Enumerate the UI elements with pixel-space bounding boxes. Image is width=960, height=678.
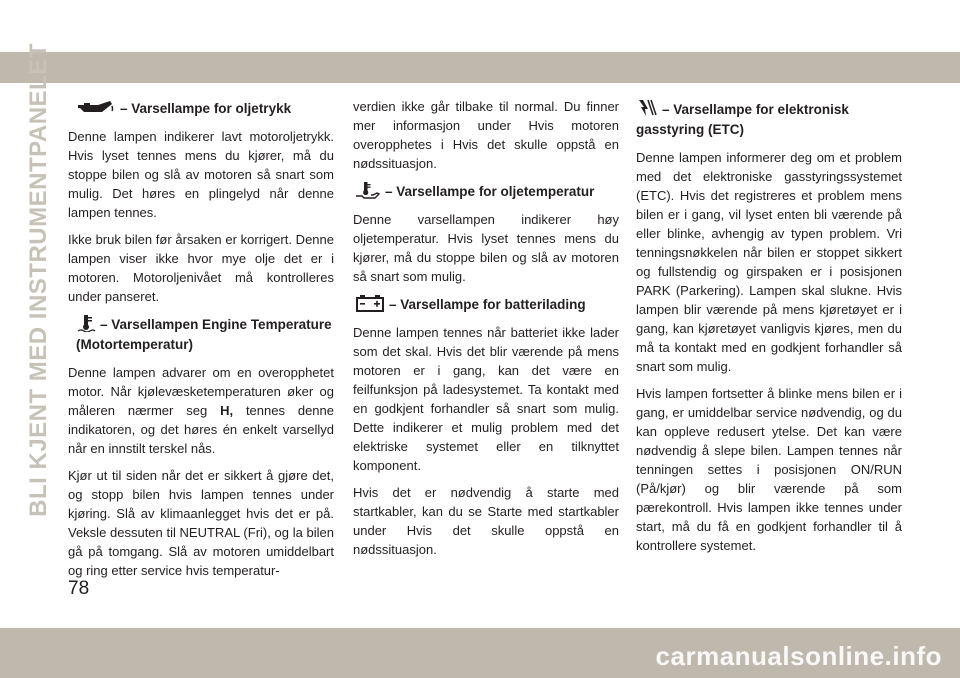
watermark: carmanualsonline.info	[655, 641, 942, 671]
paragraph: Ikke bruk bilen før årsaken er korrigert. Denne lampen viser ikke hvor mye olje det er i motoren. Motoroljenivået må kontrolleres under panseret.	[68, 232, 334, 304]
heading-electronic-throttle-control: – Varsellampe for elektronisk gasstyring (ETC)	[636, 99, 902, 140]
paragraph: Denne lampen advarer om en overopphetet motor. Når kjølevæsketemperaturen øker og måleren nærmer seg H, tennes denne indikatoren, og det høres én enkelt varsellyd når en innstilt terskel nås.	[68, 365, 334, 456]
page-number: 78	[68, 578, 90, 599]
paragraph: verdien ikke går tilbake til normal. Du finner mer informasjon under Hvis motoren overopphetes i Hvis det skulle oppstå en nødssituasjon.	[353, 99, 619, 171]
paragraph: Denne varsellampen indikerer høy oljetemperatur. Hvis lyset tennes mens du kjører, må du stoppe bilen og slå av motoren så snart som mulig.	[353, 212, 619, 284]
paragraph: Kjør ut til siden når det er sikkert å gjøre det, og stopp bilen hvis lampen tennes under kjøring. Slå av klimaanlegget hvis det er på. Veksle dessuten til NEUTRAL (Fri), og la bilen gå på tomgang. Slå av motoren umiddelbart og ring etter service hvis temperatur-	[68, 468, 334, 578]
heading-engine-temperature: – Varsellampen Engine Temperature (Motortemperatur)	[68, 314, 334, 355]
heading-oil-temperature: – Varsellampe for oljetemperatur	[353, 181, 619, 202]
section-title: BLI KJENT MED INSTRUMENTPANELET	[25, 43, 53, 517]
oil-temperature-icon	[355, 181, 381, 199]
battery-icon	[355, 294, 385, 312]
thermometer-icon	[76, 314, 96, 332]
paragraph: Hvis det er nødvendig å starte med startkabler, kan du se Starte med startkabler under Hvis det skulle oppstå en nødssituasjon.	[353, 485, 619, 557]
paragraph: Denne lampen tennes når batteriet ikke lader som det skal. Hvis det blir værende på mens motoren er i gang, kan det være en feilfunksjon på ladesystemet. Ta kontakt med en godkjent forhandler så snart som mulig. Dette indikerer et mulig problem med det elektriske systemet eller en tilknyttet komponent.	[353, 325, 619, 473]
throttle-lightning-icon	[636, 99, 658, 117]
column-2	[353, 97, 619, 567]
header-stripe	[0, 52, 960, 83]
oil-can-icon	[76, 100, 116, 116]
column-3	[636, 97, 902, 563]
heading-oil-pressure: – Varsellampe for oljetrykk	[68, 99, 334, 119]
paragraph: Denne lampen indikerer lavt motoroljetrykk. Hvis lyset tennes mens du kjører, må du stoppe bilen og slå av motoren så snart som mulig. Det høres en plingelyd når denne lampen tennes.	[68, 129, 334, 220]
paragraph: Hvis lampen fortsetter å blinke mens bilen er i gang, er umiddelbar service nødvendig, og du kan oppleve redusert ytelse. Det kan være nødvendig å slepe bilen. Lampen tennes når tenningen settes i posisjonen ON/RUN (På/kjør) og blir værende på som pærekontroll. Hvis lampen ikke tennes under start, må du få en godkjent forhandler til å kontrollere systemet.	[636, 386, 902, 553]
paragraph: Denne lampen informerer deg om et problem med det elektroniske gasstyringssystemet (ETC). Hvis det registreres et problem mens bilen er i gang, vil lyset enten bli værende på eller blinke, avhengig av typen problem. Vri tenningsnøkkelen når bilen er stoppet sikkert og fullstendig og girspaken er i posisjonen PARK (Parkering). Lampen skal slukne. Hvis lampen blir værende på mens kjøretøyet er i gang, kan kjøretøyet vanligvis kjøres, men du må ta kontakt med en godkjent forhandler så snart som mulig.	[636, 150, 902, 374]
heading-battery-charge: – Varsellampe for batterilading	[353, 294, 619, 315]
side-tab	[24, 43, 54, 517]
column-1	[68, 97, 334, 588]
